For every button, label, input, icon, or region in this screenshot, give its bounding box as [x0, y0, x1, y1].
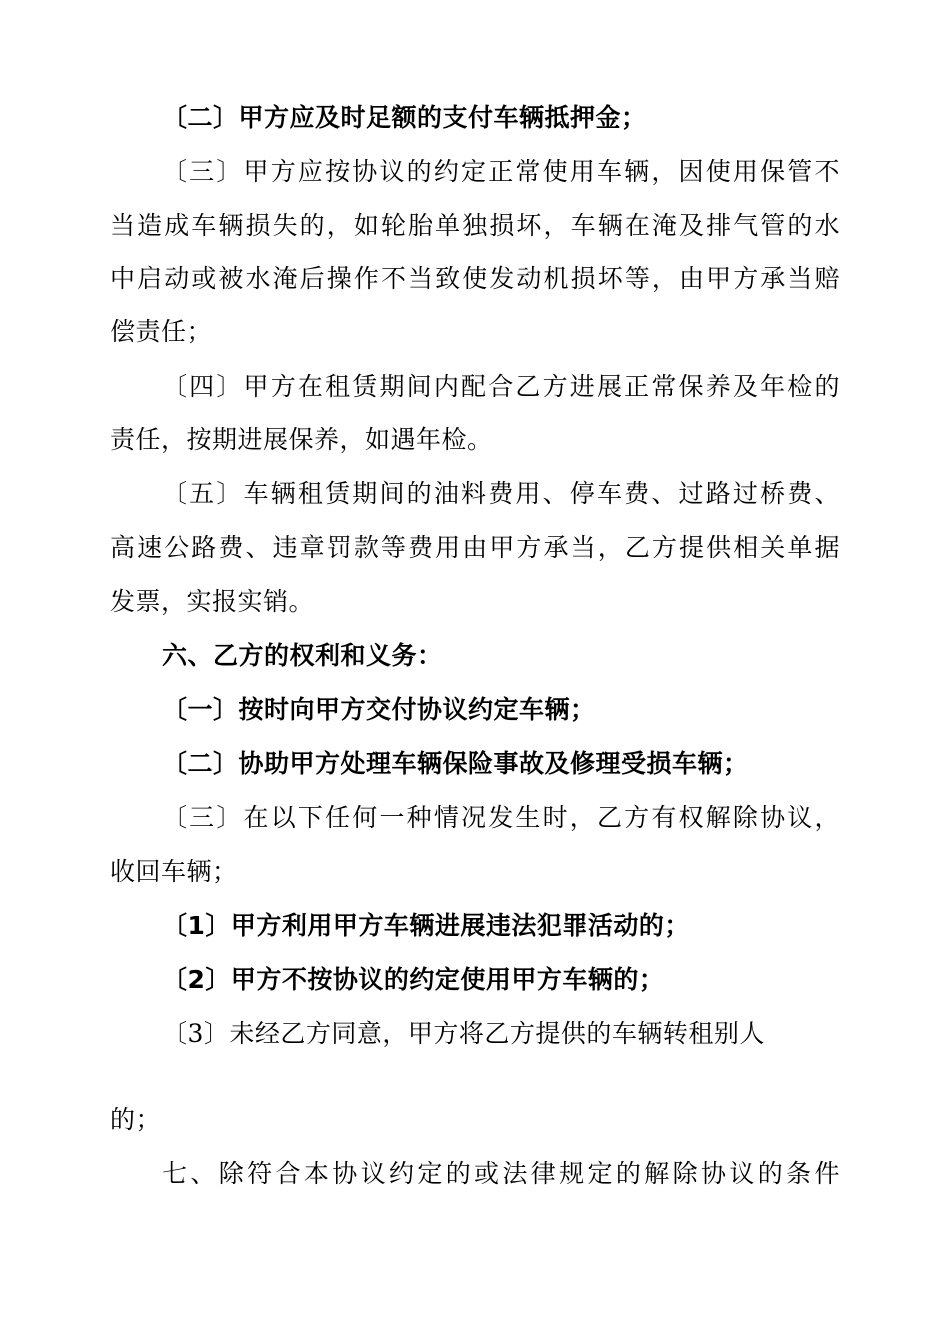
subitem-3-line-2: 的；	[110, 1105, 162, 1134]
clause-3-line-3: 中启动或被水淹后操作不当致使发动机损坏等，由甲方承当赔	[110, 264, 840, 293]
clause-2-deposit: 〔二〕甲方应及时足额的支付车辆抵押金；	[162, 103, 647, 132]
clause-3-line-4: 偿责任；	[110, 317, 213, 346]
clause-5-line-1: 〔五〕车辆租赁期间的油料费用、停车费、过路过桥费、	[162, 479, 840, 508]
section-6-heading: 六、乙方的权利和义务：	[162, 641, 443, 670]
clause-4-line-2: 责任，按期进展保养，如遇年检。	[110, 425, 493, 454]
section-6-clause-3-line-1: 〔三〕在以下任何一种情况发生时，乙方有权解除协议，	[162, 803, 840, 832]
section-6-clause-2: 〔二〕协助甲方处理车辆保险事故及修理受损车辆；	[162, 749, 749, 778]
section-6-clause-1: 〔一〕按时向甲方交付协议约定车辆；	[162, 695, 596, 724]
clause-5-line-3: 发票，实报实销。	[110, 587, 315, 616]
section-7-line-1: 七、除符合本协议约定的或法律规定的解除协议的条件	[162, 1159, 840, 1188]
subitem-2: 〔2〕甲方不按协议的约定使用甲方车辆的；	[162, 965, 665, 994]
clause-4-line-1: 〔四〕甲方在租赁期间内配合乙方进展正常保养及年检的	[162, 372, 840, 401]
subitem-1: 〔1〕甲方利用甲方车辆进展违法犯罪活动的；	[162, 911, 690, 940]
clause-5-line-2: 高速公路费、违章罚款等费用由甲方承当，乙方提供相关单据	[110, 533, 840, 562]
clause-3-line-2: 当造成车辆损失的，如轮胎单独损坏，车辆在淹及排气管的水	[110, 211, 840, 240]
section-6-clause-3-line-2: 收回车辆；	[110, 857, 238, 886]
subitem-3-line-1: 〔3〕未经乙方同意，甲方将乙方提供的车辆转租别人	[162, 1019, 765, 1048]
clause-3-line-1: 〔三〕甲方应按协议的约定正常使用车辆，因使用保管不	[162, 157, 840, 186]
